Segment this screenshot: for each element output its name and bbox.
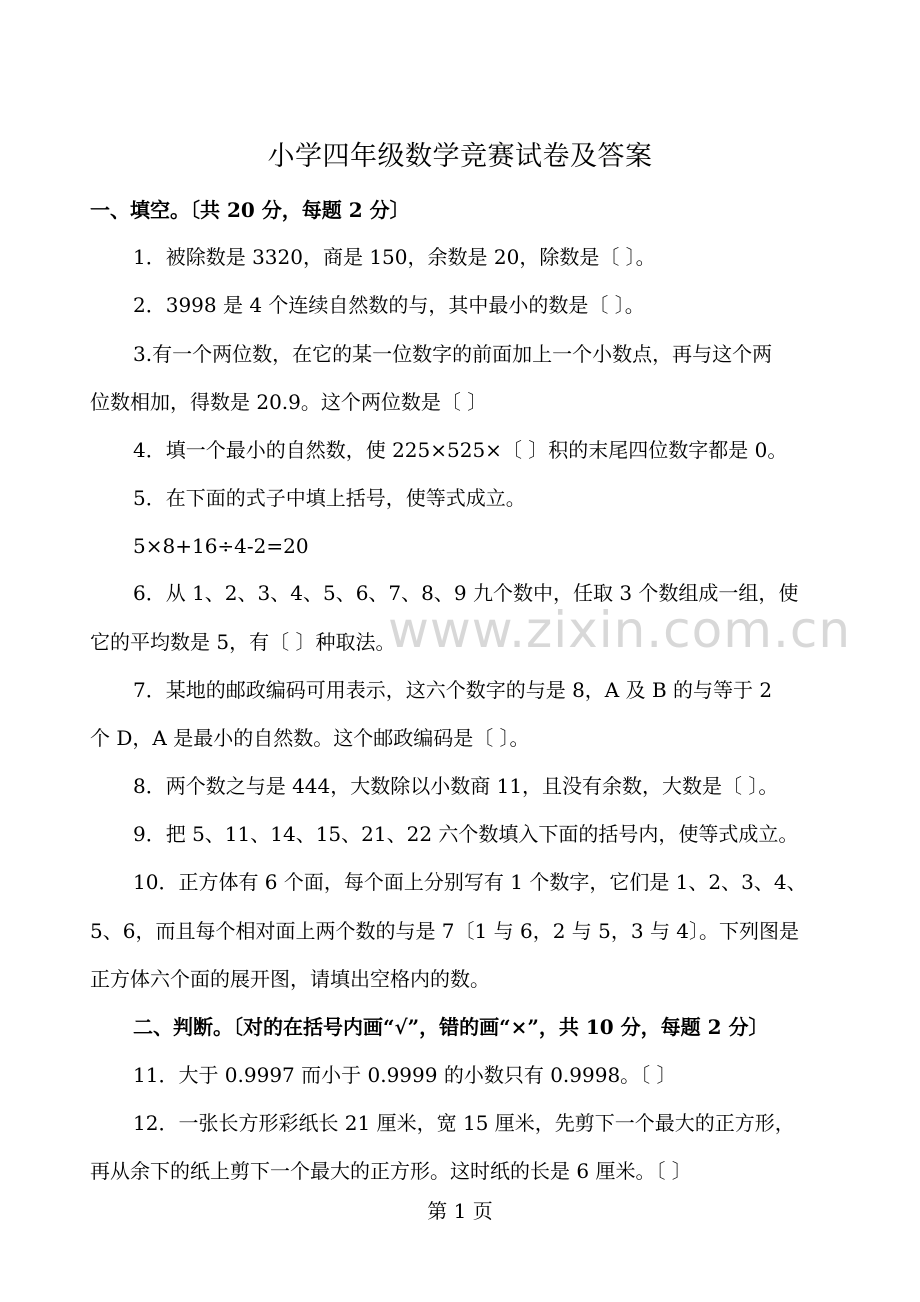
question-6-line-2: 它的平均数是 5，有〔 〕种取法。 <box>90 630 396 654</box>
question-7-line-1: 7．某地的邮政编码可用表示，这六个数字的与是 8，A 及 B 的与等于 2 <box>133 678 773 702</box>
question-4: 4．填一个最小的自然数，使 225×525×〔 〕积的末尾四位数字都是 0。 <box>133 438 788 462</box>
question-10-line-2: 5、6，而且每个相对面上两个数的与是 7〔1 与 6，2 与 5，3 与 4〕。下列图是 <box>90 919 800 943</box>
question-10-line-1: 10．正方体有 6 个面，每个面上分别写有 1 个数字，它们是 1、2、3、4、 <box>133 870 807 894</box>
question-8: 8．两个数之与是 444，大数除以小数商 11，且没有余数，大数是〔 〕。 <box>133 774 779 798</box>
question-2: 2．3998 是 4 个连续自然数的与，其中最小的数是〔 〕。 <box>133 293 645 317</box>
section-heading-fill-in: 一、填空。〔共 20 分，每题 2 分〕 <box>90 198 410 222</box>
section-heading-true-false: 二、判断。〔对的在括号内画“√”，错的画“×”，共 10 分，每题 2 分〕 <box>133 1015 769 1039</box>
question-5: 5．在下面的式子中填上括号，使等式成立。 <box>133 486 526 510</box>
question-1: 1．被除数是 3320，商是 150，余数是 20，除数是〔 〕。 <box>133 245 656 269</box>
question-11: 11．大于 0.9997 而小于 0.9999 的小数只有 0.9998。〔 〕 <box>133 1063 677 1087</box>
question-6-line-1: 6．从 1、2、3、4、5、6、7、8、9 九个数中，任取 3 个数组成一组，使 <box>133 581 799 605</box>
question-12-line-2: 再从余下的纸上剪下一个最大的正方形。这时纸的长是 6 厘米。〔 〕 <box>90 1159 692 1183</box>
question-9: 9．把 5、11、14、15、21、22 六个数填入下面的括号内，使等式成立。 <box>133 822 799 846</box>
page-number: 第 1 页 <box>427 1199 493 1223</box>
question-5-expression: 5×8+16÷4-2=20 <box>133 534 309 558</box>
watermark: www.zixin.com.cn <box>388 601 852 659</box>
question-10-line-3: 正方体六个面的展开图，请填出空格内的数。 <box>90 967 490 991</box>
question-7-line-2: 个 D，A 是最小的自然数。这个邮政编码是〔 〕。 <box>90 726 530 750</box>
question-3-line-1: 3.有一个两位数，在它的某一位数字的前面加上一个小数点，再与这个两 <box>133 342 773 366</box>
question-3-line-2: 位数相加，得数是 20.9。这个两位数是〔 〕 <box>90 390 488 414</box>
document-title: 小学四年级数学竞赛试卷及答案 <box>267 141 653 172</box>
question-12-line-1: 12．一张长方形彩纸长 21 厘米，宽 15 厘米，先剪下一个最大的正方形， <box>133 1111 795 1135</box>
